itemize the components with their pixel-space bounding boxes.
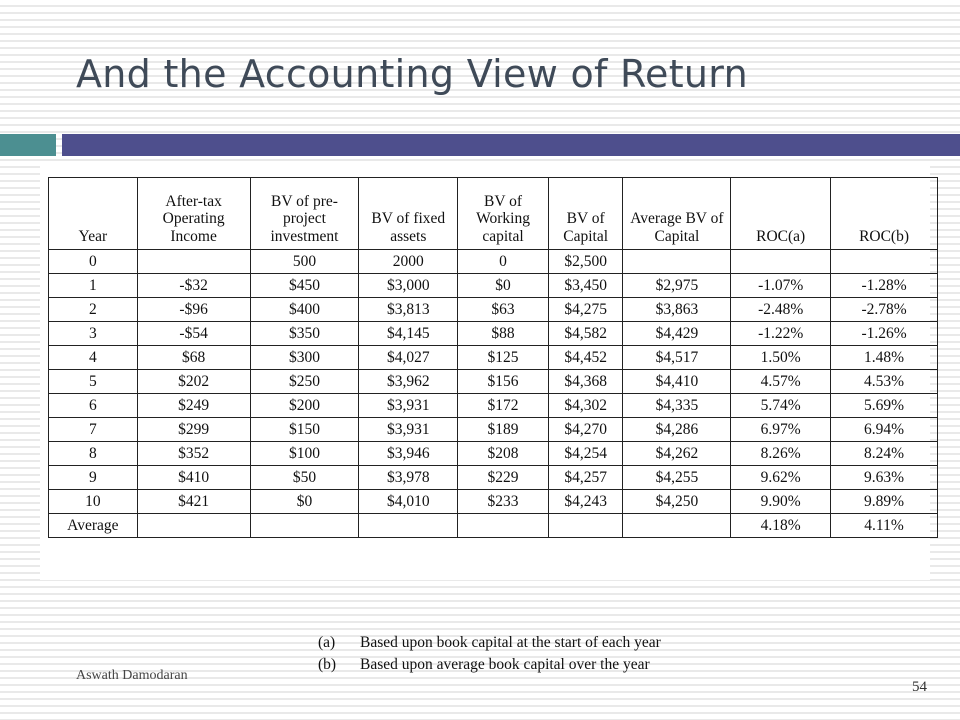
cell-bv-pre-project-investment: $250 [250,370,359,394]
cell-bv-capital: $3,450 [548,274,623,298]
table-header-row [49,178,938,250]
cell-bv-working-capital: $172 [458,394,549,418]
average-cell-average-bv-capital [623,514,731,538]
cell-bv-working-capital: $156 [458,370,549,394]
slide-title: And the Accounting View of Return [76,52,748,96]
cell-roc-b: 9.63% [831,466,938,490]
cell-bv-capital: $4,257 [548,466,623,490]
table-row [49,298,938,322]
header-after-tax-operating-income: After-tax Operating Income [137,178,250,250]
cell-after-tax-operating-income: -$96 [137,298,250,322]
average-cell-bv-pre-project-investment [250,514,359,538]
cell-roc-b: -2.78% [831,298,938,322]
cell-roc-b: 4.53% [831,370,938,394]
cell-roc-a: 8.26% [731,442,831,466]
cell-year: 9 [49,466,138,490]
cell-roc-b: 8.24% [831,442,938,466]
cell-bv-working-capital: 0 [458,250,549,274]
cell-average-bv-capital: $4,429 [623,322,731,346]
accounting-return-table [48,177,938,538]
footnote-marker: (a) [318,634,336,651]
cell-bv-fixed-assets: 2000 [359,250,458,274]
cell-roc-a: -1.07% [731,274,831,298]
cell-bv-capital: $4,368 [548,370,623,394]
cell-bv-capital: $4,254 [548,442,623,466]
cell-after-tax-operating-income: $410 [137,466,250,490]
cell-average-bv-capital: $4,286 [623,418,731,442]
header-roc-b: ROC(b) [831,178,938,250]
cell-average-bv-capital: $4,255 [623,466,731,490]
header-average-bv-capital: Average BV of Capital [623,178,731,250]
cell-bv-working-capital: $229 [458,466,549,490]
cell-roc-b: 6.94% [831,418,938,442]
cell-bv-working-capital: $125 [458,346,549,370]
average-cell-bv-capital [548,514,623,538]
cell-average-bv-capital: $4,410 [623,370,731,394]
cell-bv-working-capital: $63 [458,298,549,322]
footnote-text: Based upon book capital at the start of each year [360,634,661,651]
table-row [49,274,938,298]
cell-after-tax-operating-income: -$32 [137,274,250,298]
cell-bv-fixed-assets: $4,027 [359,346,458,370]
cell-bv-pre-project-investment: $350 [250,322,359,346]
cell-bv-pre-project-investment: $0 [250,490,359,514]
cell-bv-working-capital: $0 [458,274,549,298]
cell-after-tax-operating-income: $202 [137,370,250,394]
cell-year: 2 [49,298,138,322]
cell-bv-capital: $4,452 [548,346,623,370]
cell-year: 3 [49,322,138,346]
table-row [49,322,938,346]
cell-average-bv-capital: $2,975 [623,274,731,298]
cell-roc-a: 4.57% [731,370,831,394]
cell-bv-fixed-assets: $3,813 [359,298,458,322]
cell-year: 6 [49,394,138,418]
table-row [49,490,938,514]
table-panel [40,165,930,580]
footnote-marker: (b) [318,656,337,673]
cell-after-tax-operating-income: $299 [137,418,250,442]
cell-year: 4 [49,346,138,370]
cell-bv-pre-project-investment: $400 [250,298,359,322]
cell-roc-b: -1.28% [831,274,938,298]
average-row [49,514,938,538]
header-bv-pre-project-investment: BV of pre-project investment [250,178,359,250]
cell-roc-a: -1.22% [731,322,831,346]
cell-average-bv-capital: $4,335 [623,394,731,418]
header-roc-a: ROC(a) [731,178,831,250]
cell-year: 10 [49,490,138,514]
cell-bv-pre-project-investment: $150 [250,418,359,442]
cell-roc-a: 9.90% [731,490,831,514]
table-row [49,442,938,466]
cell-bv-pre-project-investment: $200 [250,394,359,418]
cell-roc-a [731,250,831,274]
cell-bv-capital: $4,270 [548,418,623,442]
table-row [49,250,938,274]
accent-bar-teal [0,134,56,156]
cell-roc-b: 5.69% [831,394,938,418]
cell-bv-working-capital: $189 [458,418,549,442]
cell-year: 5 [49,370,138,394]
accent-bar-indigo [62,134,960,156]
cell-bv-working-capital: $88 [458,322,549,346]
cell-bv-pre-project-investment: $300 [250,346,359,370]
footnote-b [318,654,661,676]
cell-year: 0 [49,250,138,274]
cell-bv-fixed-assets: $4,145 [359,322,458,346]
cell-bv-capital: $4,243 [548,490,623,514]
average-cell-bv-working-capital [458,514,549,538]
cell-bv-pre-project-investment: 500 [250,250,359,274]
header-year: Year [49,178,138,250]
average-cell-year: Average [49,514,138,538]
cell-after-tax-operating-income: $352 [137,442,250,466]
cell-after-tax-operating-income [137,250,250,274]
cell-roc-a: 9.62% [731,466,831,490]
cell-roc-a: -2.48% [731,298,831,322]
cell-bv-fixed-assets: $3,000 [359,274,458,298]
cell-bv-fixed-assets: $3,962 [359,370,458,394]
cell-year: 1 [49,274,138,298]
cell-roc-b: 1.48% [831,346,938,370]
cell-bv-capital: $2,500 [548,250,623,274]
footnotes [318,632,661,676]
cell-roc-b: 9.89% [831,490,938,514]
cell-bv-capital: $4,302 [548,394,623,418]
cell-bv-working-capital: $208 [458,442,549,466]
table-row [49,370,938,394]
table-row [49,418,938,442]
cell-roc-b: -1.26% [831,322,938,346]
table-row [49,394,938,418]
cell-average-bv-capital: $4,517 [623,346,731,370]
cell-bv-fixed-assets: $3,931 [359,418,458,442]
cell-year: 7 [49,418,138,442]
table-row [49,346,938,370]
cell-after-tax-operating-income: $249 [137,394,250,418]
cell-bv-working-capital: $233 [458,490,549,514]
author-name: Aswath Damodaran [76,668,188,683]
average-cell-roc-b: 4.11% [831,514,938,538]
cell-roc-a: 1.50% [731,346,831,370]
table-row [49,466,938,490]
cell-bv-fixed-assets: $4,010 [359,490,458,514]
cell-roc-b [831,250,938,274]
cell-bv-pre-project-investment: $100 [250,442,359,466]
cell-average-bv-capital: $3,863 [623,298,731,322]
cell-after-tax-operating-income: $68 [137,346,250,370]
cell-bv-fixed-assets: $3,946 [359,442,458,466]
cell-average-bv-capital: $4,250 [623,490,731,514]
header-bv-working-capital: BV of Working capital [458,178,549,250]
cell-average-bv-capital [623,250,731,274]
cell-average-bv-capital: $4,262 [623,442,731,466]
footnote-a [318,632,661,654]
cell-bv-capital: $4,275 [548,298,623,322]
cell-bv-fixed-assets: $3,978 [359,466,458,490]
average-cell-bv-fixed-assets [359,514,458,538]
page-number: 54 [912,679,927,695]
cell-bv-fixed-assets: $3,931 [359,394,458,418]
cell-bv-pre-project-investment: $450 [250,274,359,298]
cell-after-tax-operating-income: -$54 [137,322,250,346]
cell-bv-capital: $4,582 [548,322,623,346]
footnote-text: Based upon average book capital over the year [360,656,650,673]
header-bv-capital: BV of Capital [548,178,623,250]
average-cell-after-tax-operating-income [137,514,250,538]
table-body [49,250,938,538]
cell-after-tax-operating-income: $421 [137,490,250,514]
average-cell-roc-a: 4.18% [731,514,831,538]
cell-roc-a: 5.74% [731,394,831,418]
cell-year: 8 [49,442,138,466]
header-bv-fixed-assets: BV of fixed assets [359,178,458,250]
cell-bv-pre-project-investment: $50 [250,466,359,490]
cell-roc-a: 6.97% [731,418,831,442]
